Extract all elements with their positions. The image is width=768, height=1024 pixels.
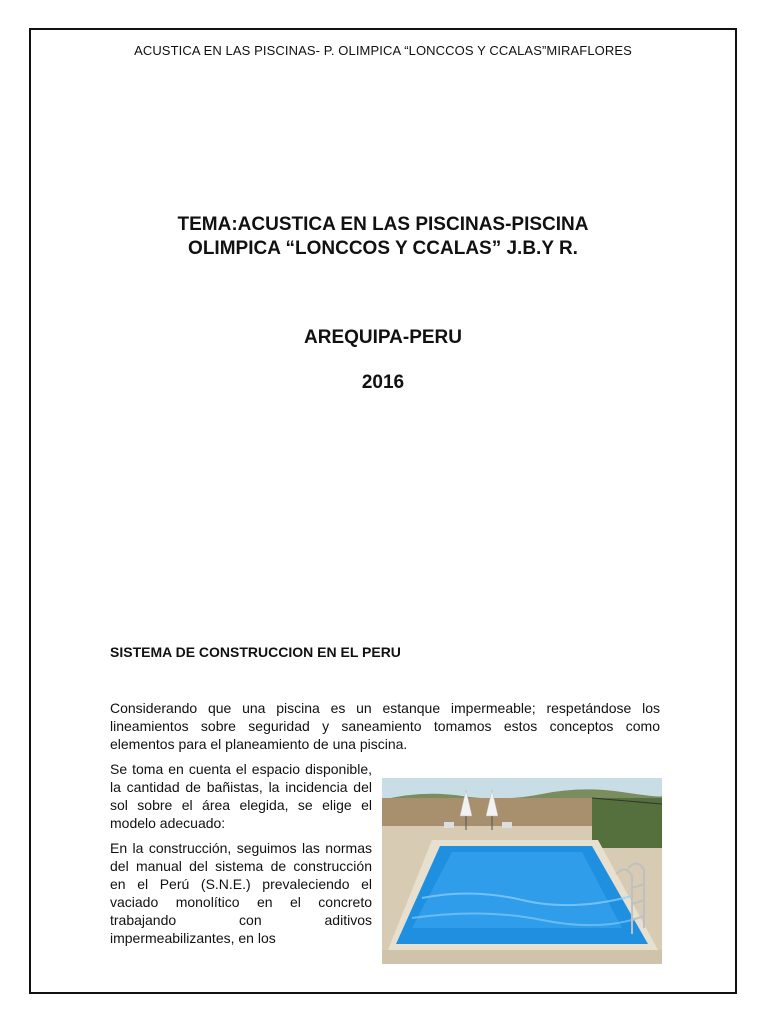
title-line-1: TEMA:ACUSTICA EN LAS PISCINAS-PISCINA	[177, 214, 589, 235]
section-heading: SISTEMA DE CONSTRUCCION EN EL PERU	[110, 644, 401, 660]
year-label: 2016	[361, 372, 405, 393]
paragraph-1	[110, 699, 660, 753]
document-title	[91, 213, 675, 261]
paragraph-2: Se toma en cuenta el espacio disponible, la cantidad de bañistas, la incidencia del sol sobre el área elegida, se elige el modelo adecuado:	[110, 761, 372, 831]
paragraph-3: En la construcción, seguimos las normas del manual del sistema de construcción en el Perú (S.N.E.) prevaleciendo el vaciado monolítico en el concreto trabajando con aditivos impermeabilizantes, en los	[110, 840, 372, 946]
body-text	[110, 699, 660, 968]
running-header: ACUSTICA EN LAS PISCINAS- P. OLIMPICA “LONCCOS Y CCALAS”MIRAFLORES	[134, 43, 632, 58]
place-label: AREQUIPA-PERU	[304, 327, 462, 348]
pool-photo	[382, 778, 662, 964]
paragraph-1-text: Considerando que una piscina es un estanque impermeable; respetándose los lineamientos sobre seguridad y saneamiento tomamos estos conceptos como elementos para el planeamiento de una piscina.	[110, 700, 660, 752]
title-line-2: OLIMPICA “LONCCOS Y CCALAS” J.B.Y R.	[188, 238, 578, 259]
page-border	[29, 28, 737, 994]
